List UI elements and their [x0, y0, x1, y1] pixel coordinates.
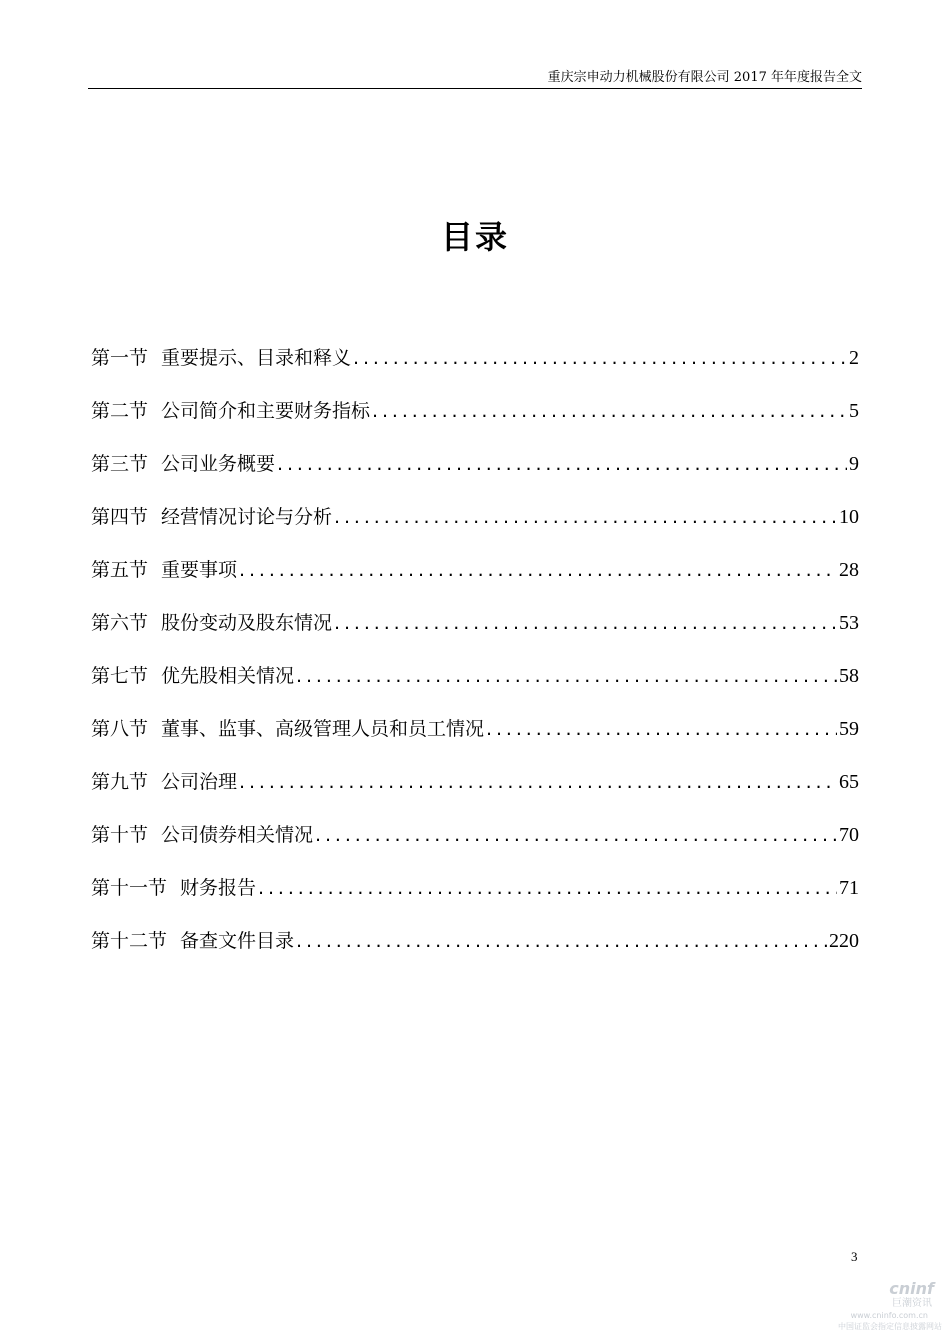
cninfo-watermark-logo [838, 1280, 946, 1340]
toc-dot-leader [315, 824, 837, 846]
toc-dot-leader [353, 347, 847, 369]
toc-section: 第八节 [91, 718, 149, 740]
toc-title: 股份变动及股东情况 [161, 612, 333, 634]
toc-section: 第四节 [91, 506, 149, 528]
table-of-contents [91, 343, 859, 979]
toc-entry[interactable] [91, 820, 859, 873]
toc-dot-leader [277, 453, 847, 475]
toc-dot-leader [239, 559, 837, 581]
toc-title: 董事、监事、高级管理人员和员工情况 [161, 718, 485, 740]
toc-section: 第二节 [91, 400, 149, 422]
toc-title: 公司债券相关情况 [161, 824, 314, 846]
toc-dot-leader [296, 665, 837, 687]
page-number: 3 [851, 1249, 858, 1264]
watermark-logo-text: cninf [889, 1279, 934, 1298]
watermark-caption: 中国证监会指定信息披露网站 [838, 1322, 942, 1331]
toc-entry[interactable] [91, 873, 859, 926]
toc-page-number: 5 [849, 400, 859, 422]
toc-label [91, 714, 484, 741]
toc-dot-leader [296, 930, 827, 952]
toc-page-number: 28 [839, 559, 859, 581]
toc-dot-leader [334, 612, 837, 634]
toc-label [91, 873, 256, 900]
toc-label [91, 502, 332, 529]
toc-title: 备查文件目录 [180, 930, 295, 952]
toc-page-number: 70 [839, 824, 859, 846]
toc-label [91, 820, 313, 847]
toc-label [91, 396, 370, 423]
toc-entry[interactable] [91, 502, 859, 555]
toc-title: 公司治理 [161, 771, 238, 793]
page-header [88, 66, 862, 89]
toc-entry[interactable] [91, 343, 859, 396]
watermark-subtitle: 巨潮资讯 [892, 1298, 932, 1309]
toc-title: 公司业务概要 [161, 453, 276, 475]
toc-entry[interactable] [91, 661, 859, 714]
toc-dot-leader [334, 506, 837, 528]
toc-label [91, 926, 294, 953]
toc-entry[interactable] [91, 767, 859, 820]
toc-section: 第九节 [91, 771, 149, 793]
toc-dot-leader [486, 718, 837, 740]
toc-title: 财务报告 [180, 877, 257, 899]
toc-page-number: 71 [839, 877, 859, 899]
toc-title: 重要提示、目录和释义 [161, 347, 352, 369]
toc-page-number: 220 [829, 930, 859, 952]
toc-section: 第十一节 [91, 877, 168, 899]
toc-page-number: 58 [839, 665, 859, 687]
toc-entry[interactable] [91, 555, 859, 608]
toc-section: 第十节 [91, 824, 149, 846]
toc-section: 第七节 [91, 665, 149, 687]
watermark-url: www.cninfo.com.cn [850, 1311, 928, 1320]
toc-title: 优先股相关情况 [161, 665, 295, 687]
toc-section: 第六节 [91, 612, 149, 634]
toc-entry[interactable] [91, 714, 859, 767]
toc-section: 第三节 [91, 453, 149, 475]
toc-section: 第十二节 [91, 930, 168, 952]
toc-section: 第一节 [91, 347, 149, 369]
toc-page-number: 9 [849, 453, 859, 475]
toc-label [91, 608, 332, 635]
toc-title: 重要事项 [161, 559, 238, 581]
header-title: 重庆宗申动力机械股份有限公司 2017 年年度报告全文 [547, 70, 862, 85]
toc-dot-leader [258, 877, 837, 899]
toc-label [91, 767, 237, 794]
toc-title: 公司简介和主要财务指标 [161, 400, 371, 422]
toc-label [91, 661, 294, 688]
toc-entry[interactable] [91, 449, 859, 502]
toc-dot-leader [239, 771, 837, 793]
toc-dot-leader [372, 400, 847, 422]
toc-label [91, 449, 275, 476]
page-title: 目录 [440, 218, 509, 256]
toc-page-number: 53 [839, 612, 859, 634]
toc-label [91, 343, 351, 370]
toc-entry[interactable] [91, 396, 859, 449]
toc-title: 经营情况讨论与分析 [161, 506, 333, 528]
toc-entry[interactable] [91, 926, 859, 979]
toc-page-number: 2 [849, 347, 859, 369]
toc-page-number: 65 [839, 771, 859, 793]
toc-page-number: 10 [839, 506, 859, 528]
toc-label [91, 555, 237, 582]
toc-section: 第五节 [91, 559, 149, 581]
toc-page-number: 59 [839, 718, 859, 740]
toc-entry[interactable] [91, 608, 859, 661]
